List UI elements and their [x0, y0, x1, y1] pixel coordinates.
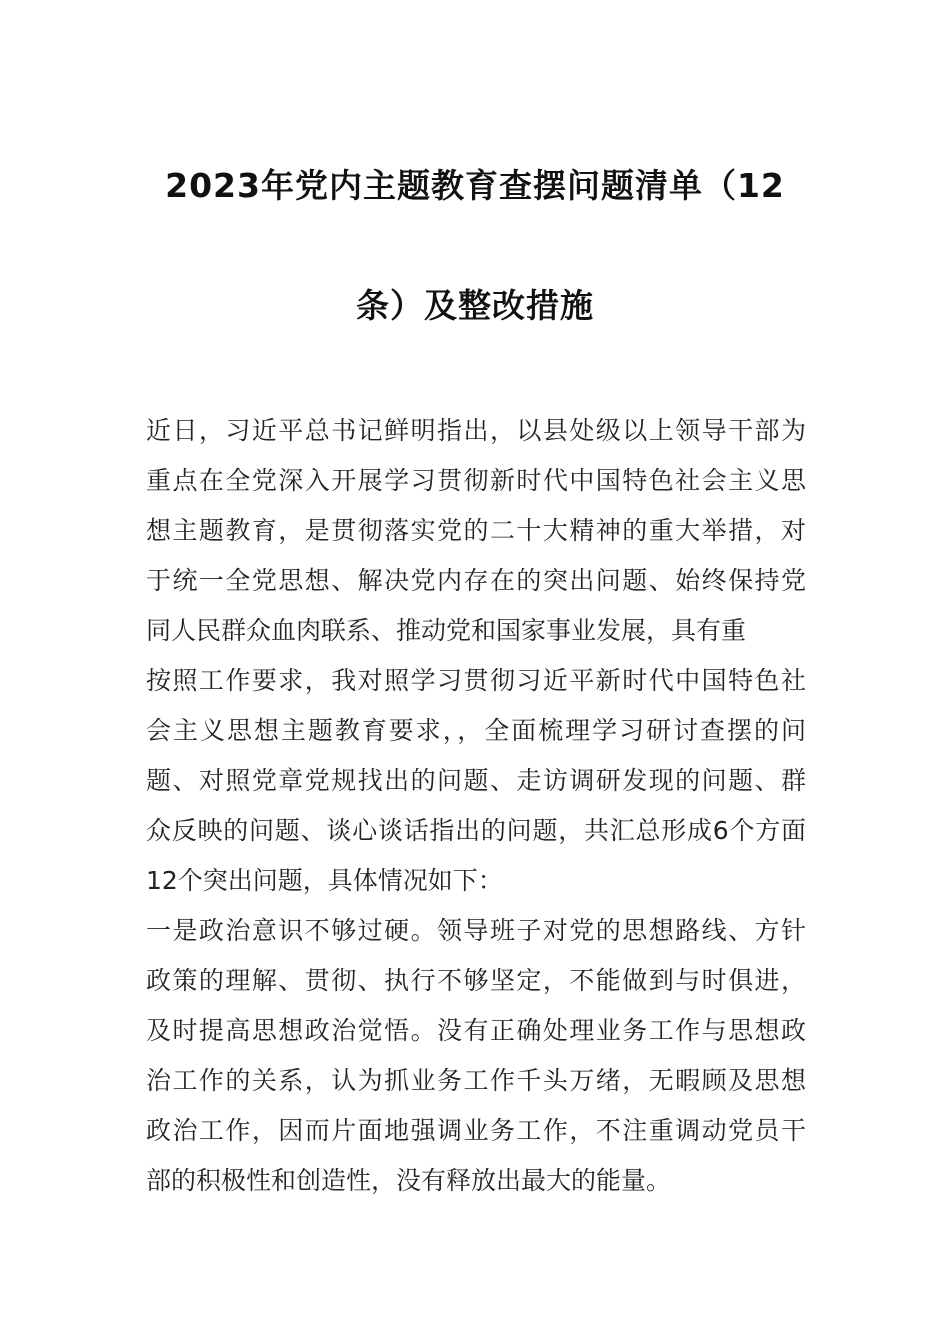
- body-line: 治工作的关系，认为抓业务工作千头万绪，无暇顾及思想: [146, 1066, 806, 1095]
- body-line: 及时提高思想政治觉悟。没有正确处理业务工作与思想政: [146, 1016, 806, 1045]
- body-line: 会主义思想主题教育要求，，全面梳理学习研讨查摆的问: [146, 716, 806, 745]
- document-title-line-1: 2023年党内主题教育查摆问题清单（12: [165, 166, 785, 205]
- body-line: 想主题教育，是贯彻落实党的二十大精神的重大举措，对: [146, 516, 806, 545]
- body-line: 政策的理解、贯彻、执行不够坚定，不能做到与时俱进，: [146, 966, 806, 995]
- body-line: 重点在全党深入开展学习贯彻新时代中国特色社会主义思: [146, 466, 806, 495]
- body-line: 一是政治意识不够过硬。领导班子对党的思想路线、方针: [146, 916, 806, 945]
- body-line: 按照工作要求，我对照学习贯彻习近平新时代中国特色社: [146, 666, 806, 695]
- body-line: 近日，习近平总书记鲜明指出，以县处级以上领导干部为: [146, 416, 806, 445]
- body-line: 题、对照党章党规找出的问题、走访调研发现的问题、群: [146, 766, 806, 795]
- body-line: 部的积极性和创造性，没有释放出最大的能量。: [146, 1166, 672, 1195]
- document-title-line-2: 条）及整改措施: [356, 286, 594, 325]
- body-line: 12个突出问题，具体情况如下：: [146, 866, 503, 895]
- body-line: 政治工作，因而片面地强调业务工作，不注重调动党员干: [146, 1116, 806, 1145]
- body-line: 同人民群众血肉联系、推动党和国家事业发展，具有重: [146, 616, 747, 645]
- document-body: [146, 406, 806, 1206]
- body-line: 于统一全党思想、解决党内存在的突出问题、始终保持党: [146, 566, 806, 595]
- body-line: 众反映的问题、谈心谈话指出的问题，共汇总形成6个方面: [146, 816, 806, 845]
